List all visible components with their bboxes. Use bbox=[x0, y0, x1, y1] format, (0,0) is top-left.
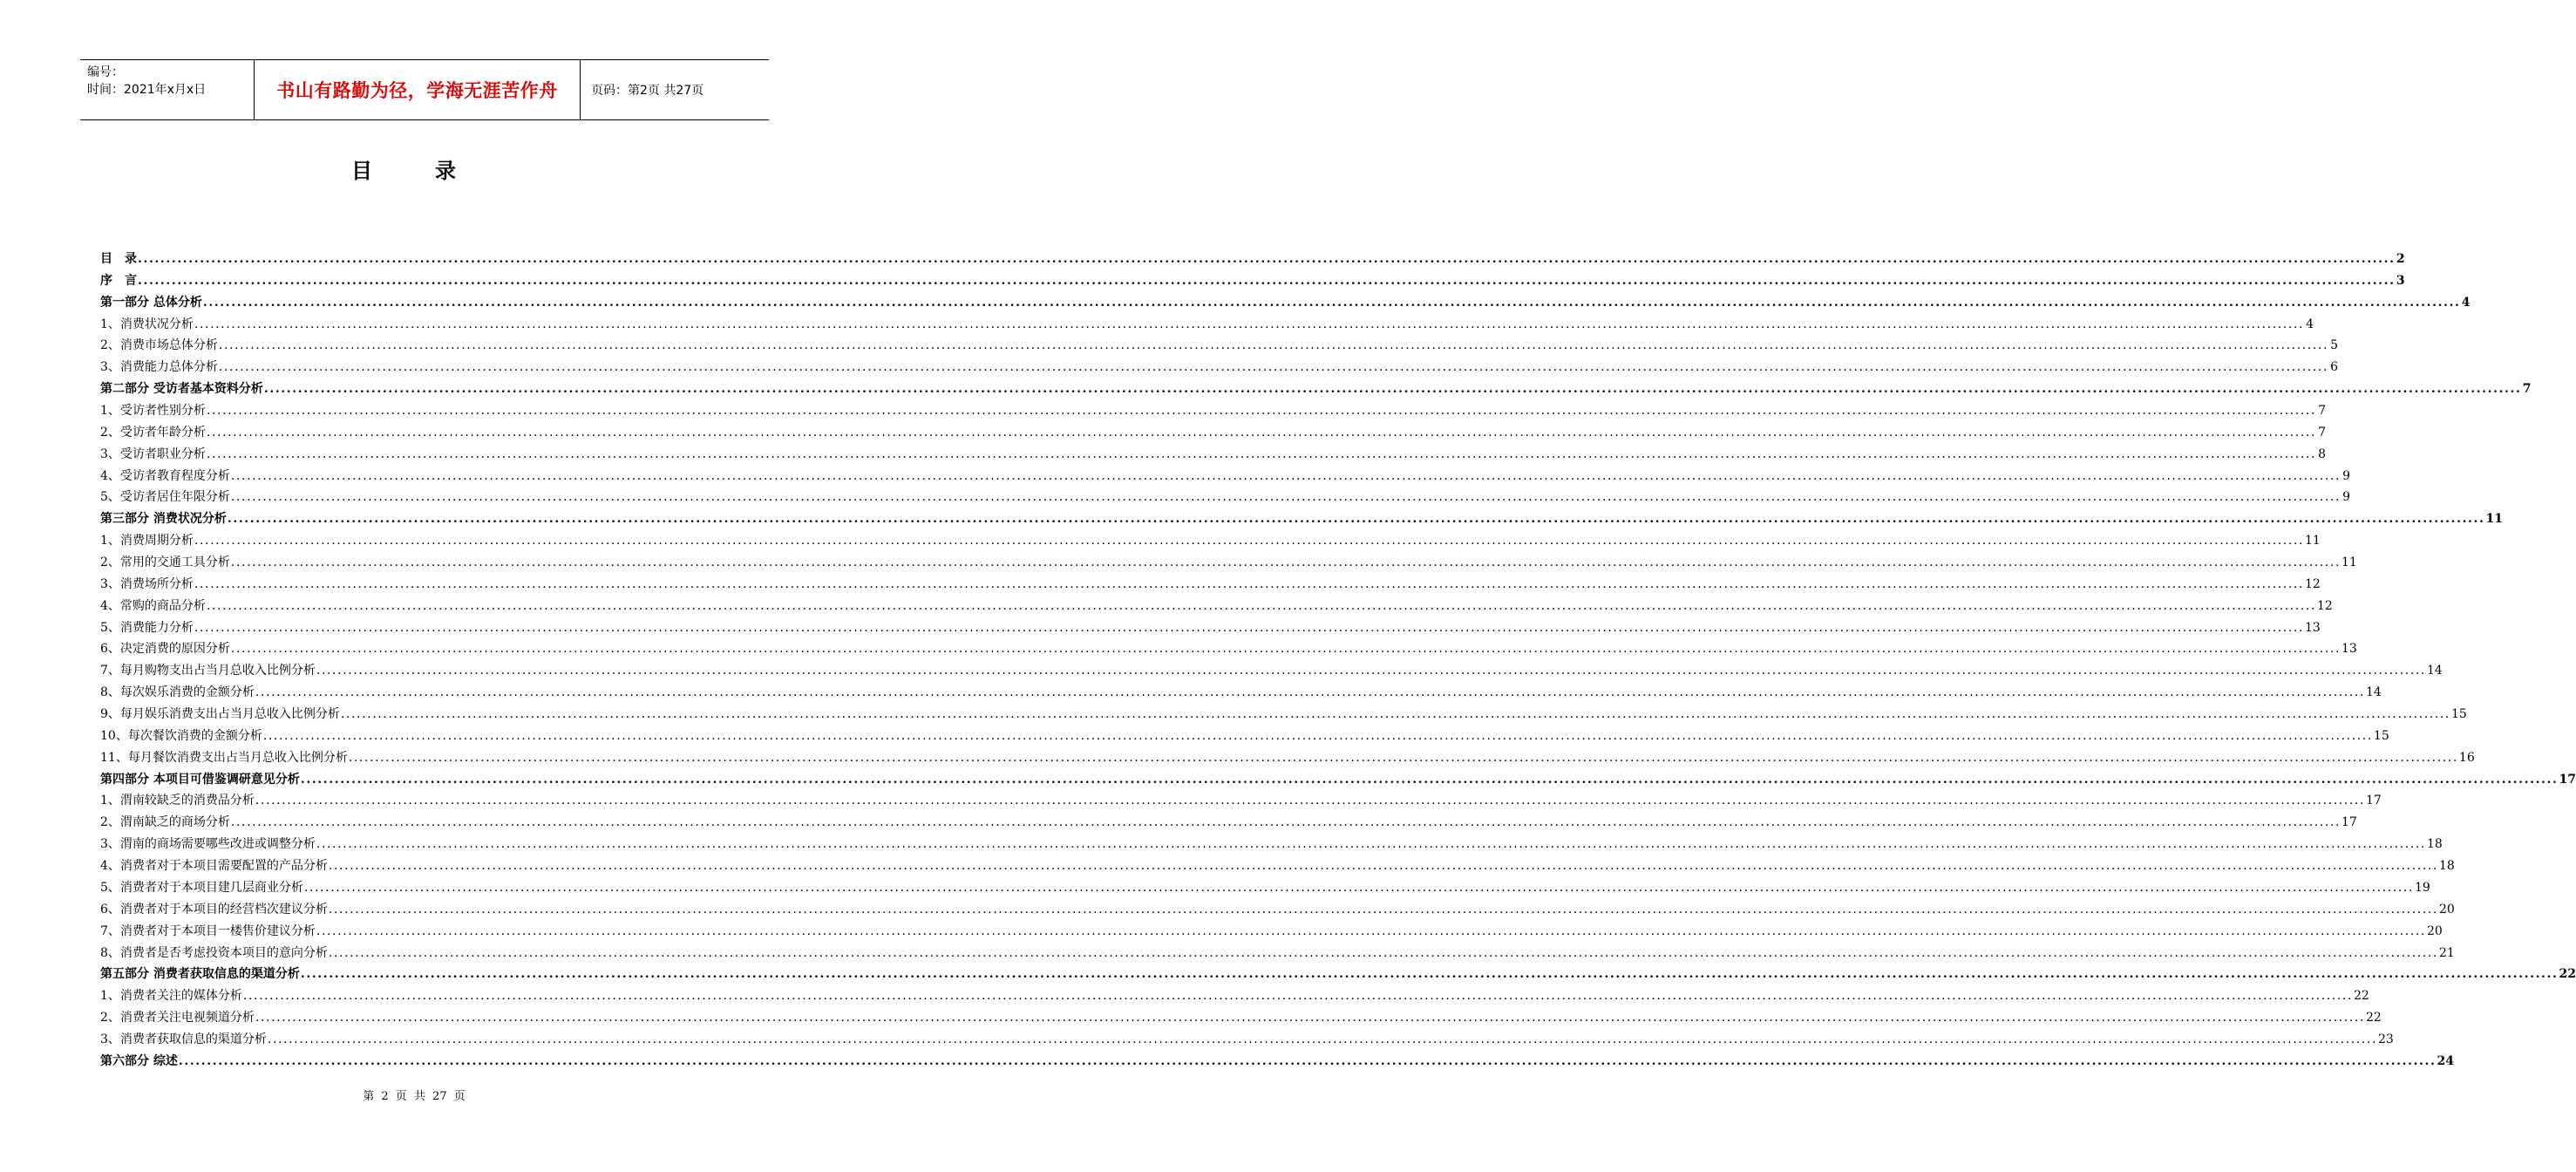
toc-entry-title: 1、消费状况分析 bbox=[100, 317, 194, 331]
toc-entry-page: 11 bbox=[2485, 512, 2503, 527]
toc-entry-page: 24 bbox=[2437, 1053, 2454, 1068]
toc-entry[interactable] bbox=[100, 336, 2338, 358]
toc-dot-leader: ................................................................................................................................................................................................................................................................................................................................................................................................................ bbox=[230, 490, 2341, 505]
toc-entry-page: 5 bbox=[2330, 338, 2338, 353]
toc-entry-title: 6、消费者对于本项目的经营档次建议分析 bbox=[100, 902, 328, 916]
toc-entry[interactable] bbox=[100, 1030, 2394, 1052]
toc-entry[interactable] bbox=[100, 271, 2405, 293]
header-meta bbox=[80, 60, 255, 119]
toc-entry[interactable] bbox=[100, 1008, 2382, 1030]
toc-dot-leader: ................................................................................................................................................................................................................................................................................................................................................................................................................ bbox=[255, 685, 2365, 700]
toc-entry[interactable] bbox=[100, 661, 2443, 683]
toc-entry[interactable] bbox=[100, 726, 2389, 748]
toc-entry-page: 7 bbox=[2318, 425, 2326, 440]
toc-entry-title: 4、受访者教育程度分析 bbox=[100, 468, 230, 483]
page-header bbox=[80, 59, 769, 120]
toc-entry[interactable] bbox=[100, 618, 2321, 640]
toc-entry-title: 8、每次娱乐消费的金额分析 bbox=[100, 685, 255, 700]
header-motto-cell bbox=[255, 60, 581, 119]
toc-entry-title: 5、消费能力分析 bbox=[100, 620, 194, 635]
toc-entry[interactable] bbox=[100, 856, 2455, 878]
toc-entry-page: 12 bbox=[2317, 598, 2333, 613]
toc-entry-title: 3、消费能力总体分析 bbox=[100, 360, 218, 375]
toc-entry-page: 19 bbox=[2414, 880, 2430, 895]
toc-entry[interactable] bbox=[100, 964, 2576, 986]
toc-entry[interactable] bbox=[100, 553, 2357, 575]
toc-dot-leader: ................................................................................................................................................................................................................................................................................................................................................................................................................ bbox=[328, 859, 2438, 874]
toc-entry-title: 第六部分 综述 bbox=[100, 1053, 178, 1068]
toc-entry[interactable] bbox=[100, 878, 2430, 900]
toc-dot-leader: ................................................................................................................................................................................................................................................................................................................................................................................................................ bbox=[348, 750, 2458, 765]
toc-entry-title: 第三部分 消费状况分析 bbox=[100, 512, 227, 527]
toc-entry-page: 9 bbox=[2342, 490, 2350, 505]
toc-entry[interactable] bbox=[100, 986, 2369, 1008]
toc-entry-page: 6 bbox=[2330, 360, 2338, 375]
toc-entry-page: 12 bbox=[2305, 576, 2321, 591]
toc-dot-leader: ................................................................................................................................................................................................................................................................................................................................................................................................................ bbox=[328, 945, 2438, 960]
toc-entry[interactable] bbox=[100, 596, 2333, 618]
toc-entry[interactable] bbox=[100, 423, 2326, 445]
toc-entry-page: 3 bbox=[2396, 273, 2405, 288]
toc-dot-leader: ................................................................................................................................................................................................................................................................................................................................................................................................................ bbox=[316, 664, 2426, 678]
toc-entry[interactable] bbox=[100, 900, 2455, 922]
toc-entry[interactable] bbox=[100, 358, 2338, 379]
toc-entry-title: 序 言 bbox=[100, 273, 137, 288]
toc-entry[interactable] bbox=[100, 748, 2475, 770]
toc-entry-page: 4 bbox=[2461, 295, 2471, 310]
toc-entry-title: 5、受访者居住年限分析 bbox=[100, 490, 230, 505]
toc-entry[interactable] bbox=[100, 1052, 2454, 1073]
toc-entry[interactable] bbox=[100, 922, 2443, 944]
toc-entry-page: 17 bbox=[2559, 772, 2576, 787]
toc-entry-title: 2、消费市场总体分析 bbox=[100, 338, 218, 353]
toc-dot-leader: ................................................................................................................................................................................................................................................................................................................................................................................................................ bbox=[202, 295, 2461, 310]
toc-dot-leader: ................................................................................................................................................................................................................................................................................................................................................................................................................ bbox=[255, 1011, 2365, 1026]
toc-entry-title: 4、常购的商品分析 bbox=[100, 598, 206, 613]
header-page-cell bbox=[581, 60, 769, 119]
toc-entry-title: 目 录 bbox=[100, 252, 137, 266]
toc-entry-title: 10、每次餐饮消费的金额分析 bbox=[100, 728, 262, 743]
toc-dot-leader: ................................................................................................................................................................................................................................................................................................................................................................................................................ bbox=[206, 425, 2316, 440]
toc-entry-title: 3、受访者职业分析 bbox=[100, 446, 206, 461]
toc-dot-leader: ................................................................................................................................................................................................................................................................................................................................................................................................................ bbox=[194, 317, 2304, 331]
toc-entry[interactable] bbox=[100, 531, 2321, 553]
toc-dot-leader: ................................................................................................................................................................................................................................................................................................................................................................................................................ bbox=[300, 967, 2559, 982]
toc-entry-page: 15 bbox=[2373, 728, 2389, 743]
toc-dot-leader: ................................................................................................................................................................................................................................................................................................................................................................................................................ bbox=[262, 728, 2373, 743]
toc-entry-page: 11 bbox=[2342, 555, 2357, 570]
toc-entry-page: 22 bbox=[2559, 967, 2576, 982]
toc-dot-leader: ................................................................................................................................................................................................................................................................................................................................................................................................................ bbox=[340, 707, 2450, 722]
toc-entry-page: 2 bbox=[2396, 252, 2405, 266]
toc-entry-page: 18 bbox=[2426, 837, 2443, 852]
toc-dot-leader: ................................................................................................................................................................................................................................................................................................................................................................................................................ bbox=[230, 815, 2341, 830]
toc-entry-title: 11、每月餐饮消费支出占当月总收入比例分析 bbox=[100, 750, 348, 765]
toc-dot-leader: ................................................................................................................................................................................................................................................................................................................................................................................................................ bbox=[194, 534, 2304, 549]
page-title: 目 录 bbox=[351, 159, 477, 183]
toc-dot-leader: ................................................................................................................................................................................................................................................................................................................................................................................................................ bbox=[194, 576, 2304, 591]
page-footer: 第 2 页 共 27 页 bbox=[363, 1090, 466, 1103]
toc-entry-title: 第五部分 消费者获取信息的渠道分析 bbox=[100, 967, 300, 982]
toc-entry-title: 3、消费场所分析 bbox=[100, 576, 194, 591]
table-of-contents bbox=[100, 249, 2576, 1073]
time-label: 时间：2021年x月x日 bbox=[87, 83, 207, 97]
toc-dot-leader: ................................................................................................................................................................................................................................................................................................................................................................................................................ bbox=[230, 555, 2341, 570]
toc-entry-title: 4、消费者对于本项目需要配置的产品分析 bbox=[100, 859, 328, 874]
toc-dot-leader: ................................................................................................................................................................................................................................................................................................................................................................................................................ bbox=[316, 837, 2426, 852]
toc-entry-title: 2、受访者年龄分析 bbox=[100, 425, 206, 440]
toc-dot-leader: ................................................................................................................................................................................................................................................................................................................................................................................................................ bbox=[138, 273, 2396, 288]
toc-entry[interactable] bbox=[100, 249, 2405, 271]
toc-entry-title: 7、消费者对于本项目一楼售价建议分析 bbox=[100, 923, 316, 938]
toc-entry-page: 14 bbox=[2366, 685, 2382, 700]
toc-entry-title: 6、决定消费的原因分析 bbox=[100, 642, 230, 657]
toc-entry[interactable] bbox=[100, 575, 2321, 596]
toc-entry-title: 1、消费者关注的媒体分析 bbox=[100, 989, 242, 1004]
toc-dot-leader: ................................................................................................................................................................................................................................................................................................................................................................................................................ bbox=[303, 880, 2414, 895]
toc-entry[interactable] bbox=[100, 705, 2467, 726]
toc-entry[interactable] bbox=[100, 315, 2314, 337]
toc-entry-title: 3、渭南的商场需要哪些改进或调整分析 bbox=[100, 837, 316, 852]
toc-entry[interactable] bbox=[100, 835, 2443, 856]
toc-entry-title: 9、每月娱乐消费支出占当月总收入比例分析 bbox=[100, 707, 340, 722]
toc-entry[interactable] bbox=[100, 445, 2326, 467]
toc-dot-leader: ................................................................................................................................................................................................................................................................................................................................................................................................................ bbox=[194, 620, 2304, 635]
toc-entry[interactable] bbox=[100, 770, 2576, 792]
toc-dot-leader: ................................................................................................................................................................................................................................................................................................................................................................................................................ bbox=[206, 446, 2316, 461]
toc-dot-leader: ................................................................................................................................................................................................................................................................................................................................................................................................................ bbox=[230, 642, 2341, 657]
toc-entry-title: 2、消费者关注电视频道分析 bbox=[100, 1011, 255, 1026]
toc-entry[interactable] bbox=[100, 813, 2357, 835]
toc-entry[interactable] bbox=[100, 293, 2471, 315]
toc-entry-page: 20 bbox=[2438, 902, 2455, 916]
toc-entry[interactable] bbox=[100, 467, 2350, 488]
toc-entry-title: 第四部分 本项目可借鉴调研意见分析 bbox=[100, 772, 300, 787]
toc-dot-leader: ................................................................................................................................................................................................................................................................................................................................................................................................................ bbox=[300, 772, 2559, 787]
toc-entry-page: 18 bbox=[2438, 859, 2455, 874]
toc-dot-leader: ................................................................................................................................................................................................................................................................................................................................................................................................................ bbox=[328, 902, 2438, 916]
toc-entry-page: 22 bbox=[2354, 989, 2369, 1004]
toc-dot-leader: ................................................................................................................................................................................................................................................................................................................................................................................................................ bbox=[230, 468, 2341, 483]
toc-entry-page: 17 bbox=[2342, 815, 2357, 830]
toc-entry-page: 13 bbox=[2305, 620, 2321, 635]
toc-entry[interactable] bbox=[100, 791, 2382, 813]
toc-entry-title: 1、受访者性别分析 bbox=[100, 404, 206, 419]
toc-entry[interactable] bbox=[100, 944, 2455, 965]
toc-entry-page: 20 bbox=[2426, 923, 2443, 938]
toc-dot-leader: ................................................................................................................................................................................................................................................................................................................................................................................................................ bbox=[218, 338, 2328, 353]
toc-dot-leader: ................................................................................................................................................................................................................................................................................................................................................................................................................ bbox=[263, 382, 2522, 397]
toc-entry-title: 1、渭南较缺乏的消费品分析 bbox=[100, 794, 255, 808]
toc-dot-leader: ................................................................................................................................................................................................................................................................................................................................................................................................................ bbox=[178, 1053, 2437, 1068]
toc-entry-page: 7 bbox=[2522, 382, 2532, 397]
motto-text: 书山有路勤为径，学海无涯苦作舟 bbox=[276, 80, 558, 101]
toc-entry-page: 4 bbox=[2306, 317, 2314, 331]
toc-entry[interactable] bbox=[100, 639, 2357, 661]
toc-dot-leader: ................................................................................................................................................................................................................................................................................................................................................................................................................ bbox=[316, 923, 2426, 938]
toc-dot-leader: ................................................................................................................................................................................................................................................................................................................................................................................................................ bbox=[255, 794, 2365, 808]
toc-entry-title: 5、消费者对于本项目建几层商业分析 bbox=[100, 880, 303, 895]
toc-entry-title: 第二部分 受访者基本资料分析 bbox=[100, 382, 263, 397]
toc-entry-page: 8 bbox=[2318, 446, 2326, 461]
toc-entry[interactable] bbox=[100, 379, 2532, 401]
toc-dot-leader: ................................................................................................................................................................................................................................................................................................................................................................................................................ bbox=[218, 360, 2328, 375]
toc-entry-title: 2、渭南缺乏的商场分析 bbox=[100, 815, 230, 830]
toc-dot-leader: ................................................................................................................................................................................................................................................................................................................................................................................................................ bbox=[267, 1032, 2377, 1046]
toc-dot-leader: ................................................................................................................................................................................................................................................................................................................................................................................................................ bbox=[138, 252, 2396, 266]
toc-entry-page: 23 bbox=[2378, 1032, 2394, 1046]
toc-entry[interactable] bbox=[100, 509, 2503, 531]
page-info: 页码：第2页 共27页 bbox=[591, 84, 704, 98]
toc-entry[interactable] bbox=[100, 487, 2350, 509]
toc-entry-title: 3、消费者获取信息的渠道分析 bbox=[100, 1032, 267, 1046]
number-label: 编号： bbox=[87, 65, 124, 79]
toc-entry-page: 11 bbox=[2305, 534, 2321, 549]
toc-dot-leader: ................................................................................................................................................................................................................................................................................................................................................................................................................ bbox=[206, 404, 2316, 419]
toc-entry-page: 13 bbox=[2342, 642, 2357, 657]
toc-entry-title: 7、每月购物支出占当月总收入比例分析 bbox=[100, 664, 316, 678]
toc-dot-leader: ................................................................................................................................................................................................................................................................................................................................................................................................................ bbox=[206, 598, 2316, 613]
toc-entry-page: 9 bbox=[2342, 468, 2350, 483]
toc-entry-title: 2、常用的交通工具分析 bbox=[100, 555, 230, 570]
toc-entry-page: 22 bbox=[2366, 1011, 2382, 1026]
toc-entry-page: 21 bbox=[2438, 945, 2455, 960]
toc-entry-page: 14 bbox=[2426, 664, 2443, 678]
toc-entry[interactable] bbox=[100, 401, 2326, 423]
toc-entry-page: 16 bbox=[2458, 750, 2475, 765]
toc-dot-leader: ................................................................................................................................................................................................................................................................................................................................................................................................................ bbox=[227, 512, 2485, 527]
toc-entry-page: 17 bbox=[2366, 794, 2382, 808]
toc-entry-title: 1、消费周期分析 bbox=[100, 534, 194, 549]
toc-entry-page: 7 bbox=[2318, 404, 2326, 419]
toc-entry-title: 第一部分 总体分析 bbox=[100, 295, 202, 310]
toc-dot-leader: ................................................................................................................................................................................................................................................................................................................................................................................................................ bbox=[242, 989, 2353, 1004]
toc-entry-page: 15 bbox=[2450, 707, 2467, 722]
toc-entry[interactable] bbox=[100, 683, 2382, 705]
toc-entry-title: 8、消费者是否考虑投资本项目的意向分析 bbox=[100, 945, 328, 960]
